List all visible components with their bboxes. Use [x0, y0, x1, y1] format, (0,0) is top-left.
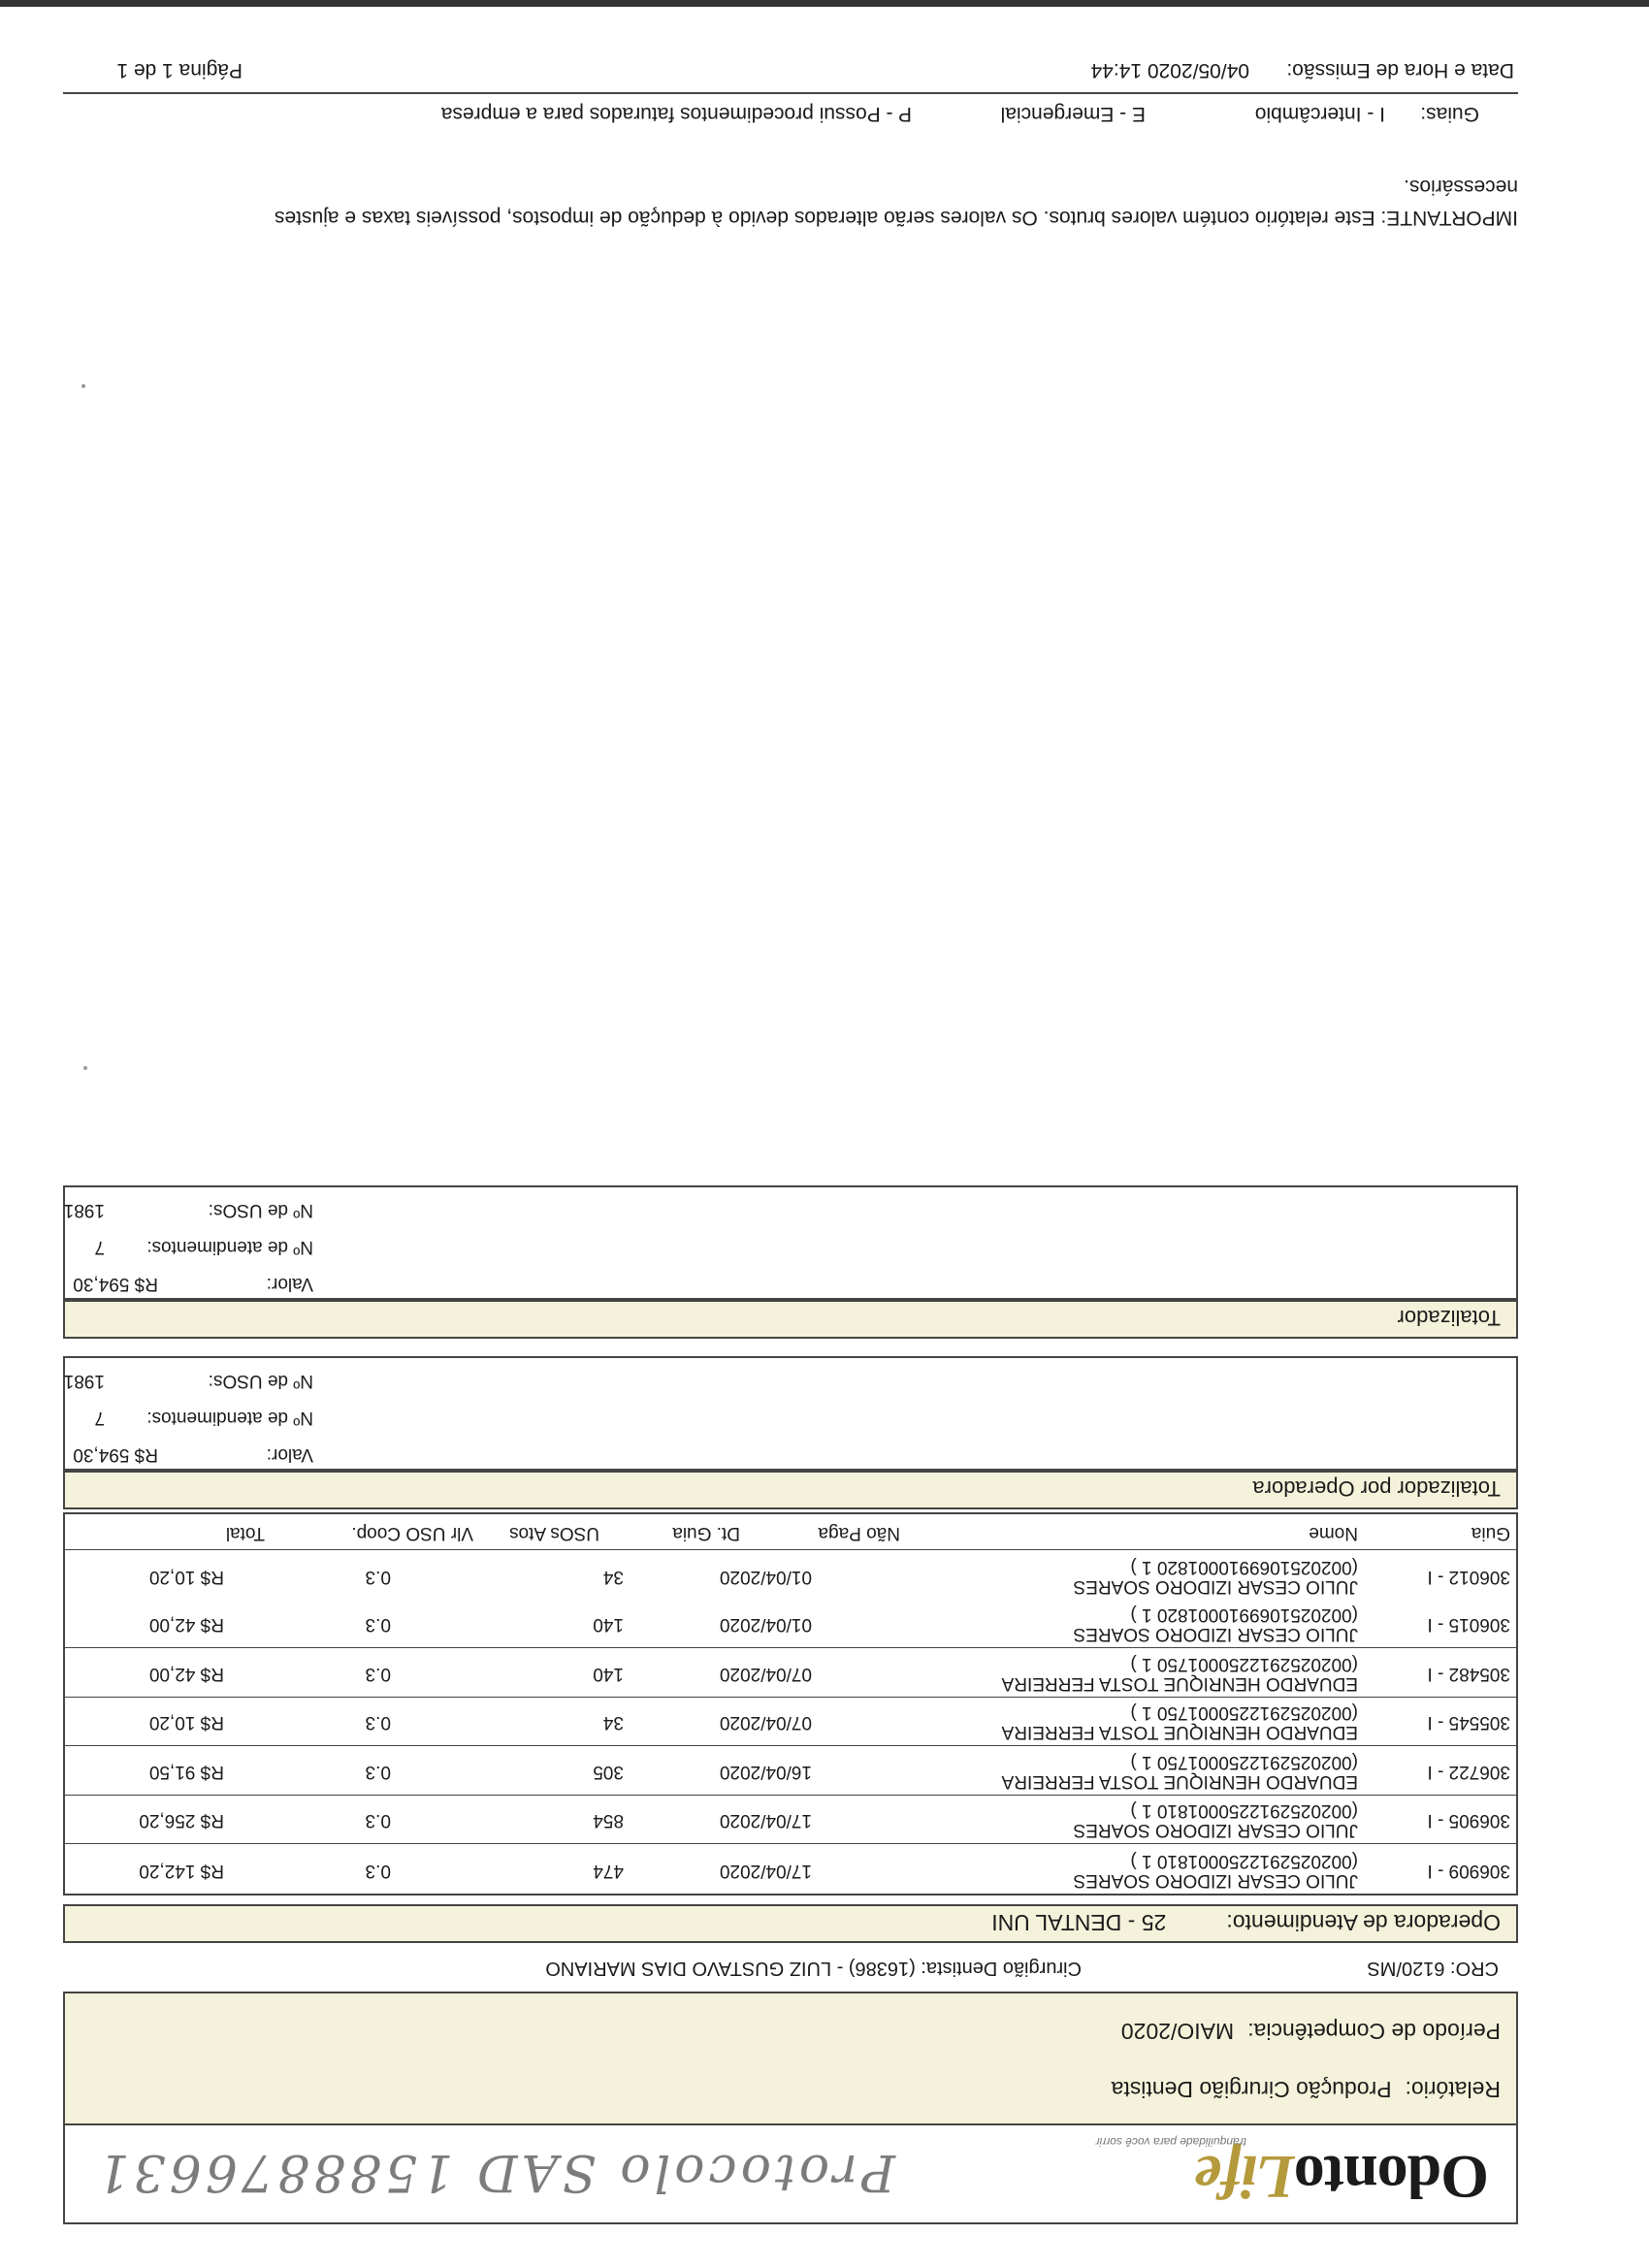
tot-valor-value: R$ 594,30 [73, 1274, 158, 1294]
cell-total: R$ 91,50 [148, 1761, 224, 1782]
odontolife-logo [1043, 2125, 1489, 2213]
cell-vlr-uso: 0.3 [365, 1614, 391, 1636]
header-info-panel [65, 1993, 1516, 2125]
cell-guia: 305482 - I [1427, 1663, 1510, 1684]
col-header-guia: Guia [1471, 1523, 1510, 1543]
logo-brand-odonto: Odonto [1294, 2143, 1489, 2212]
tot-op-valor-label: Valor: [266, 1444, 313, 1465]
cell-dt-guia: 16/04/2020 [719, 1761, 812, 1782]
table-row [65, 1745, 1516, 1796]
period-line [1121, 2018, 1501, 2044]
cell-vlr-uso: 0.3 [365, 1712, 391, 1733]
cell-nome: EDUARDO HENRIQUE TOSTA FERREIRA (0020252912250001750 1 ) [1002, 1653, 1358, 1694]
cell-total: R$ 10,20 [148, 1712, 224, 1733]
production-table [63, 1512, 1518, 1895]
tot-valor-label: Valor: [266, 1274, 313, 1294]
handwritten-protocol-note: Protocolo SAD 1588876631 [93, 2143, 895, 2201]
cell-total: R$ 256,20 [139, 1810, 224, 1831]
table-row [65, 1599, 1516, 1649]
tot-usos-label: Nº de USOs: [208, 1200, 313, 1220]
cell-usos-atos: 305 [593, 1761, 624, 1782]
scan-speck [83, 1066, 87, 1070]
logo-brand-life: Life [1195, 2143, 1295, 2212]
cell-nome: EDUARDO HENRIQUE TOSTA FERREIRA (0020252912250001750 1 ) [1002, 1702, 1358, 1743]
scan-edge [0, 0, 1649, 7]
cell-dt-guia: 17/04/2020 [719, 1810, 812, 1831]
cell-vlr-uso: 0.3 [365, 1761, 391, 1782]
totalizador-operadora-body [63, 1356, 1518, 1471]
cell-total: R$ 10,20 [148, 1566, 224, 1587]
cell-total: R$ 142,20 [139, 1861, 224, 1881]
table-row [65, 1844, 1516, 1894]
cell-usos-atos: 34 [602, 1566, 624, 1587]
col-header-usos-atos: USOs Atos [509, 1523, 599, 1543]
cell-nome: JULIO CESAR IZIDORO SOARES (0020251069910001820 1 ) [1073, 1556, 1358, 1597]
tot-op-valor-value: R$ 594,30 [73, 1444, 158, 1465]
logo-tagline: tranquilidade para você sorrir [1095, 2135, 1246, 2149]
cell-usos-atos: 140 [593, 1614, 624, 1636]
report-header [63, 1992, 1518, 2224]
tot-op-usos-label: Nº de USOs: [208, 1371, 313, 1391]
tot-atend-value: 7 [94, 1237, 105, 1257]
cell-guia: 306905 - I [1427, 1810, 1510, 1831]
cell-guia: 306722 - I [1427, 1761, 1510, 1782]
cell-guia: 306015 - I [1427, 1614, 1510, 1636]
tot-usos-value: 1981 [63, 1200, 105, 1220]
guias-legend [63, 92, 1518, 129]
cell-total: R$ 42,00 [148, 1663, 224, 1684]
cell-nome: JULIO CESAR IZIDORO SOARES (0020252912250001810 1 ) [1073, 1851, 1358, 1891]
table-row [65, 1697, 1516, 1747]
cell-guia: 306012 - I [1427, 1566, 1510, 1587]
cell-usos-atos: 474 [593, 1861, 624, 1881]
cell-vlr-uso: 0.3 [365, 1810, 391, 1831]
col-header-total: Total [225, 1523, 265, 1543]
totalizador-operadora-title: Totalizador por Operadora [1252, 1476, 1501, 1501]
scan-speck [81, 384, 85, 388]
important-line-1: IMPORTANTE: Este relatório contém valores brutos. Os valores serão alterados devido à dedução de impostos, possíveis taxas e ajustes [275, 207, 1518, 229]
tot-op-usos-value: 1981 [63, 1371, 105, 1391]
period-label: Período de Competência: [1247, 2019, 1501, 2044]
operadora-label: Operadora de Atendimento: [1226, 1910, 1501, 1935]
cell-dt-guia: 01/04/2020 [719, 1566, 812, 1587]
dentist-info-line [63, 1950, 1518, 1979]
col-header-vlr-uso: Vlr USO Coop. [351, 1523, 473, 1543]
operadora-box [63, 1904, 1518, 1943]
col-header-nome: Nome [1309, 1523, 1358, 1543]
legend-intercambio: I - Intercâmbio [1254, 103, 1385, 125]
table-row [65, 1647, 1516, 1698]
period-value: MAIO/2020 [1120, 2019, 1235, 2044]
tot-op-atend-label: Nº de atendimentos: [146, 1408, 313, 1428]
cell-dt-guia: 01/04/2020 [719, 1614, 812, 1636]
cell-vlr-uso: 0.3 [365, 1566, 391, 1587]
cell-guia: 306909 - I [1427, 1861, 1510, 1881]
cro-number: CRO: 6120/MS [1367, 1958, 1499, 1979]
cell-vlr-uso: 0.3 [365, 1861, 391, 1881]
cell-dt-guia: 07/04/2020 [719, 1712, 812, 1733]
totalizador-title: Totalizador [1397, 1306, 1501, 1330]
cell-dt-guia: 17/04/2020 [719, 1861, 812, 1881]
emission-value: 04/05/2020 14:44 [1090, 59, 1249, 81]
cell-nome: EDUARDO HENRIQUE TOSTA FERREIRA (0020252912250001750 1 ) [1002, 1751, 1358, 1792]
cell-guia: 305545 - I [1427, 1712, 1510, 1733]
col-header-nao-paga: Não Paga [818, 1523, 900, 1543]
report-line [1112, 2076, 1501, 2102]
emission-label: Data e Hora de Emissão: [1286, 59, 1514, 81]
report-value: Produção Cirurgião Dentista [1111, 2077, 1392, 2102]
col-header-dt-guia: Dt. Guia [672, 1523, 740, 1543]
legend-emergencial: E - Emergencial [1000, 103, 1146, 125]
totalizador-body [63, 1185, 1518, 1300]
cell-nome: JULIO CESAR IZIDORO SOARES (0020252912250001810 1 ) [1073, 1800, 1358, 1841]
cell-usos-atos: 34 [602, 1712, 624, 1733]
operadora-value: 25 - DENTAL UNI [991, 1910, 1167, 1935]
important-line-2: necessários. [1404, 176, 1518, 198]
cell-vlr-uso: 0.3 [365, 1663, 391, 1684]
table-header [65, 1509, 1516, 1550]
cell-nome: JULIO CESAR IZIDORO SOARES (0020251069910001820 1 ) [1073, 1604, 1358, 1645]
important-note [63, 171, 1518, 233]
totalizador-title-box [63, 1300, 1518, 1339]
tot-op-atend-value: 7 [94, 1408, 105, 1428]
report-label: Relatório: [1405, 2077, 1501, 2102]
page-number: Página 1 de 1 [116, 59, 242, 81]
totalizador-operadora-title-box [63, 1471, 1518, 1509]
cell-total: R$ 42,00 [148, 1614, 224, 1636]
legend-empresa: P - Possui procedimentos faturados para a empresa [440, 103, 912, 125]
table-row [65, 1795, 1516, 1845]
cell-dt-guia: 07/04/2020 [719, 1663, 812, 1684]
table-row [65, 1550, 1516, 1600]
cell-usos-atos: 854 [593, 1810, 624, 1831]
dentist-name: Cirurgião Dentista: (16386) - LUIZ GUSTAVO DIAS MARIANO [545, 1958, 1082, 1979]
legend-label: Guias: [1420, 103, 1479, 125]
tot-atend-label: Nº de atendimentos: [146, 1237, 313, 1257]
table-body [65, 1550, 1516, 1894]
cell-usos-atos: 140 [593, 1663, 624, 1684]
